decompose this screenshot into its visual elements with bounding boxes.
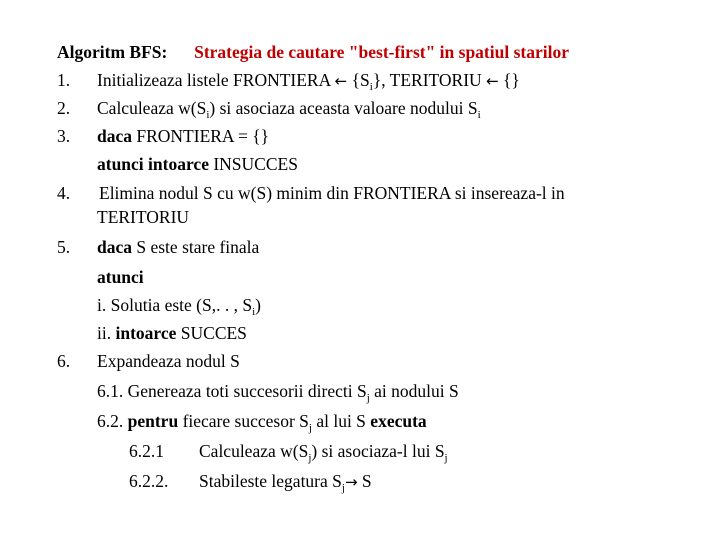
title-label: Algoritm BFS: [57,42,168,62]
step-2-number: 2. [57,98,71,118]
step-6-2-1-number: 6.2.1 [129,441,164,461]
step-2-text: Calculeaza $w(S_i)$ si asociaza aceasta valoare nodului $S_i$ [97,98,481,121]
left-arrow-icon: ← [486,72,499,90]
title-subtitle: Strategia de cautare "best-first" in spatiul starilor [194,42,569,62]
step-4-number: 4. [57,183,71,203]
step-6-2-2-number: 6.2.2. [129,471,169,491]
step-5-sub-ii: ii. intoarce SUCCES [97,323,247,343]
step-5-text: daca S este stare finala [97,237,260,257]
step-5-sub-i: i. Solutia este (S,. . , $S_i$) [97,295,261,318]
title-line [57,41,569,63]
left-arrow-icon: ← [334,72,348,90]
step-6-1: 6.1. Genereaza toti succesorii directi $S_j$ ai nodului S [97,381,459,404]
step-6-number: 6. [57,351,71,371]
step-3-then: atunci intoarce INSUCCES [97,154,298,174]
step-4-text-cont: TERITORIU [97,207,190,227]
step-5-number: 5. [57,237,71,257]
step-3-number: 3. [57,126,71,146]
step-6-2-1-text: Calculeaza $w(S_j)$ si asociaza-l lui $S_j$ [199,441,448,464]
step-4-text: Elimina nodul S cu w(S) minim din FRONTIERA si insereaza-l in [99,183,565,203]
step-6-2-2-text: Stabileste legatura $S_j\to S$ [199,471,372,494]
step-5-then: atunci [97,267,144,287]
step-1-number: 1. [57,70,71,90]
right-arrow-icon: → [344,473,358,491]
step-3-text: daca FRONTIERA = {} [97,126,270,146]
step-1-text: Initializeaza listele FRONTIERA ← $\{S_i\}$, TERITORIU ← {} [97,70,520,93]
step-6-2: 6.2. pentru fiecare succesor $S_j$ al lui S executa [97,411,427,434]
step-6-text: Expandeaza nodul S [97,351,240,371]
